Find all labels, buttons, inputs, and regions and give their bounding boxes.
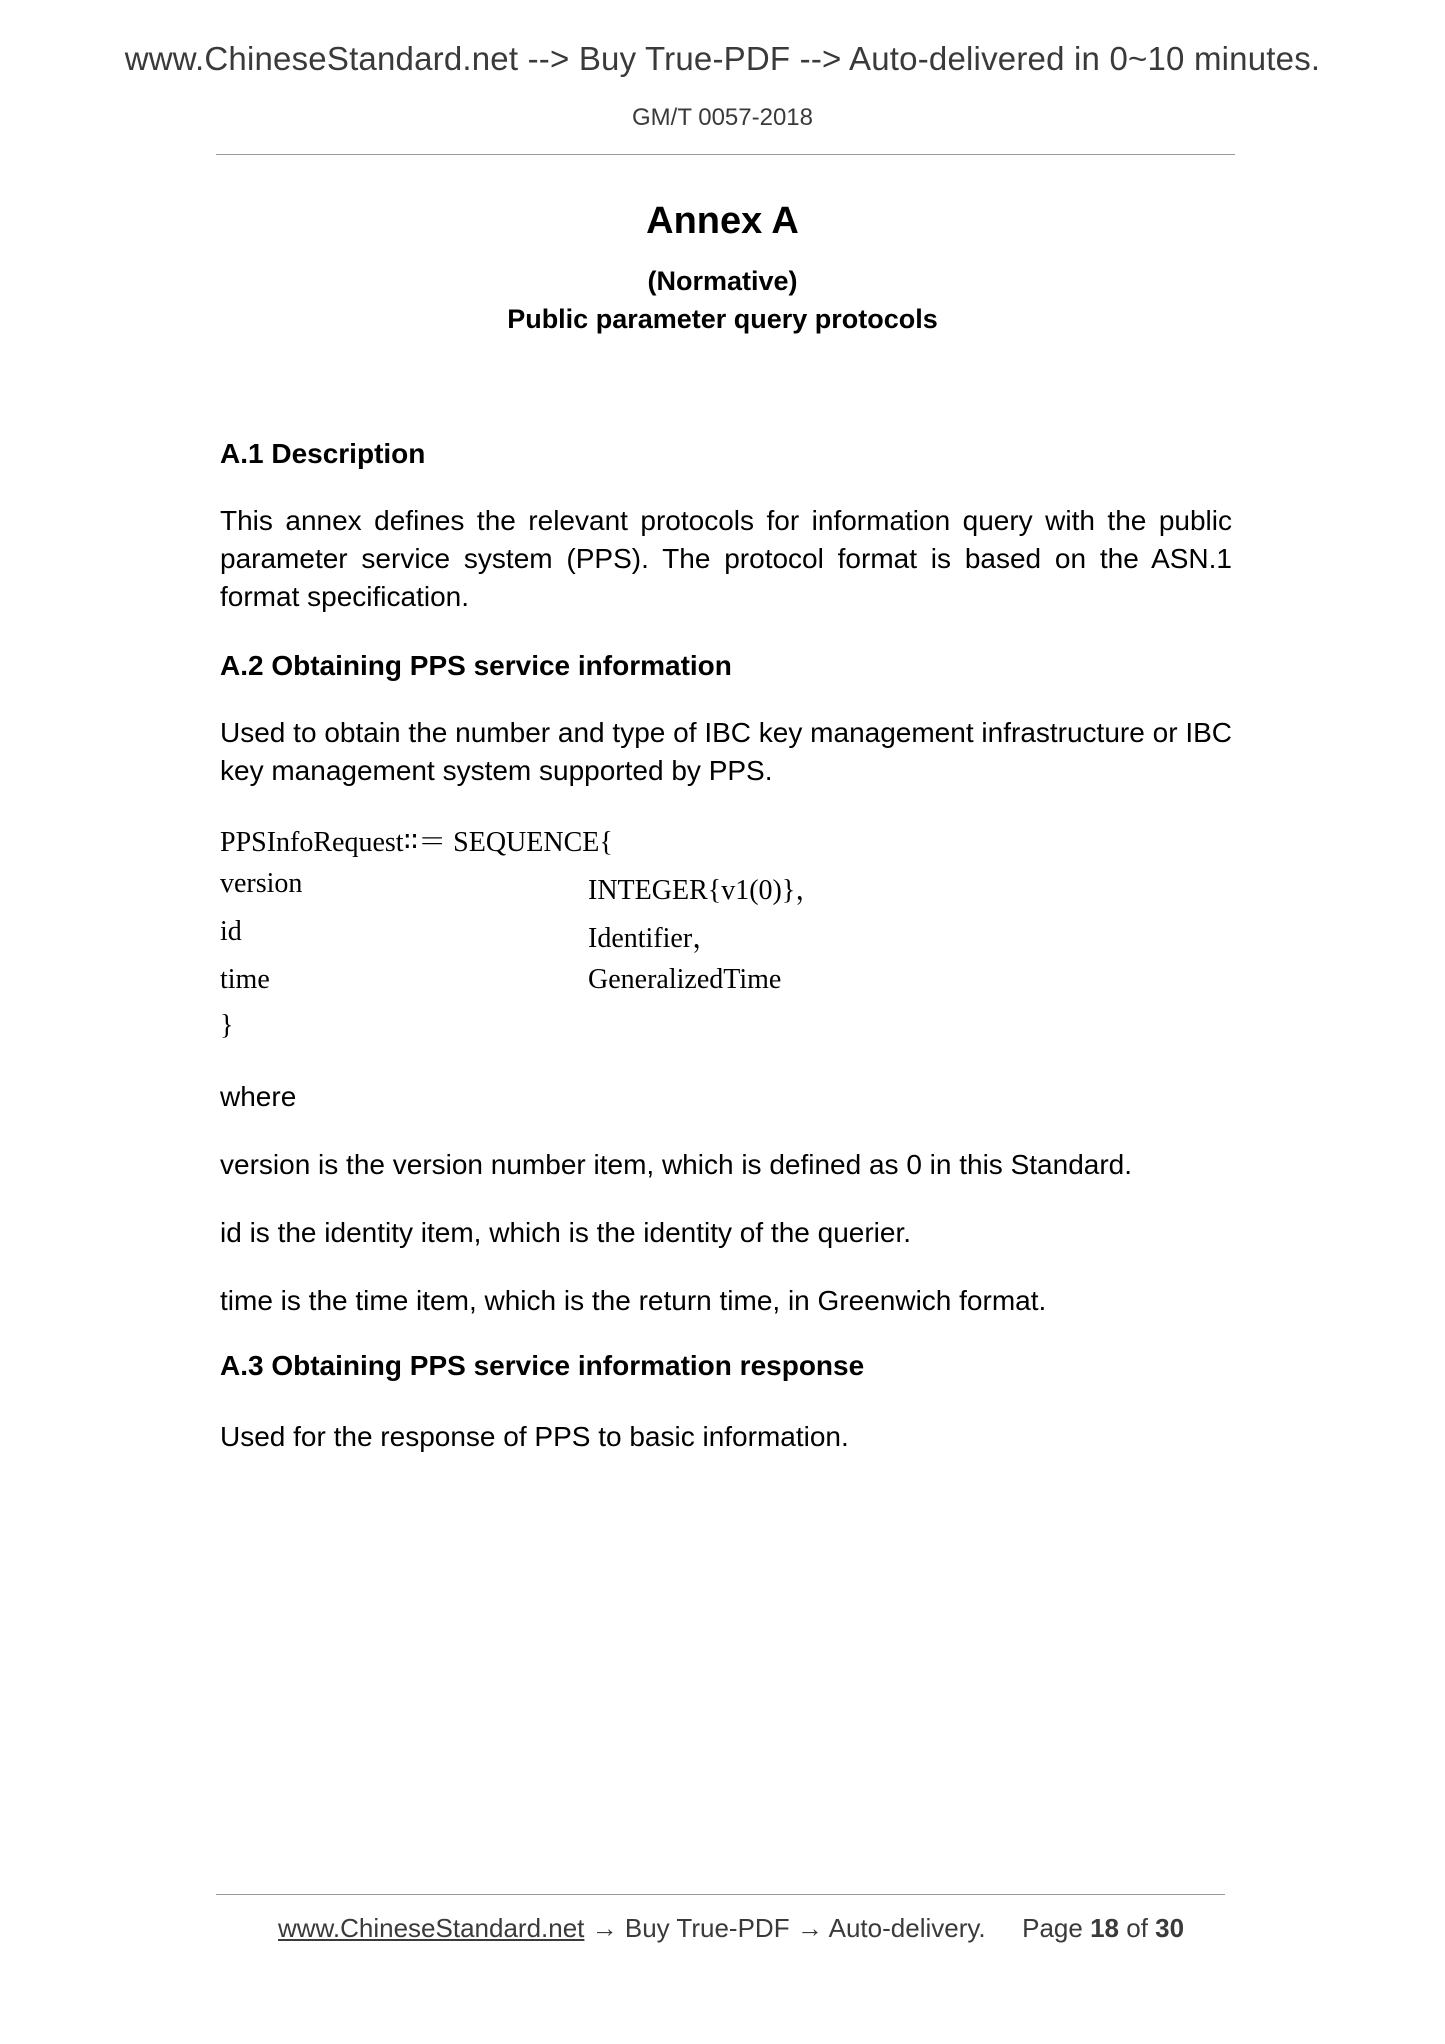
page-current: 18: [1090, 1913, 1120, 1943]
explanation-line: version is the version number item, which is defined as 0 in this Standard.: [220, 1149, 1133, 1180]
asn1-field-name: version: [220, 868, 303, 899]
asn1-declaration: PPSInfoRequest∶∶＝ SEQUENCE{: [220, 827, 613, 858]
asn1-field-type: INTEGER{v1(0)}，: [588, 875, 824, 906]
section-a1-body: This annex defines the relevant protocols for information query with the public parameter service system (PPS). The protocol format is based on the ASN.1 format specification.: [220, 505, 1232, 612]
footer-divider: [216, 1894, 1225, 1895]
section-a1-heading: A.1 Description: [220, 438, 426, 469]
asn1-closing-brace: }: [220, 1010, 234, 1041]
section-a3-heading: A.3 Obtaining PPS service information response: [220, 1350, 865, 1381]
asn1-field-name: time: [220, 964, 270, 995]
asn1-field-name: id: [220, 916, 242, 947]
page-label: Page: [1022, 1913, 1083, 1943]
header-divider: [216, 154, 1235, 155]
explanation-line: time is the time item, which is the return time, in Greenwich format.: [220, 1285, 1047, 1316]
page-footer: [278, 1913, 1184, 1944]
footer-delivery-text: Auto-delivery.: [828, 1913, 986, 1943]
standard-code: GM/T 0057-2018: [632, 104, 813, 131]
footer-buy-text: Buy True-PDF: [624, 1913, 790, 1943]
asn1-field-type: GeneralizedTime: [588, 964, 782, 995]
section-a2-body: Used to obtain the number and type of IBC key management infrastructure or IBC key management system supported by PPS.: [220, 717, 1232, 786]
annex-type: (Normative): [647, 266, 798, 296]
where-label: where: [220, 1081, 297, 1112]
page-total: 30: [1155, 1913, 1185, 1943]
of-label: of: [1126, 1913, 1148, 1943]
asn1-field-type: Identifier，: [588, 923, 721, 954]
annex-title: Annex A: [646, 200, 799, 242]
arrow-right-icon: →: [796, 1913, 823, 1943]
arrow-right-icon: →: [591, 1913, 618, 1943]
annex-subtitle: Public parameter query protocols: [507, 304, 938, 334]
explanation-line: id is the identity item, which is the identity of the querier.: [220, 1217, 912, 1248]
section-a2-heading: A.2 Obtaining PPS service information: [220, 650, 732, 681]
section-a3-body: Used for the response of PPS to basic information.: [220, 1421, 849, 1452]
footer-site-link[interactable]: www.ChineseStandard.net: [278, 1913, 585, 1943]
top-banner: www.ChineseStandard.net --> Buy True-PDF --> Auto-delivered in 0~10 minutes.: [124, 40, 1321, 77]
